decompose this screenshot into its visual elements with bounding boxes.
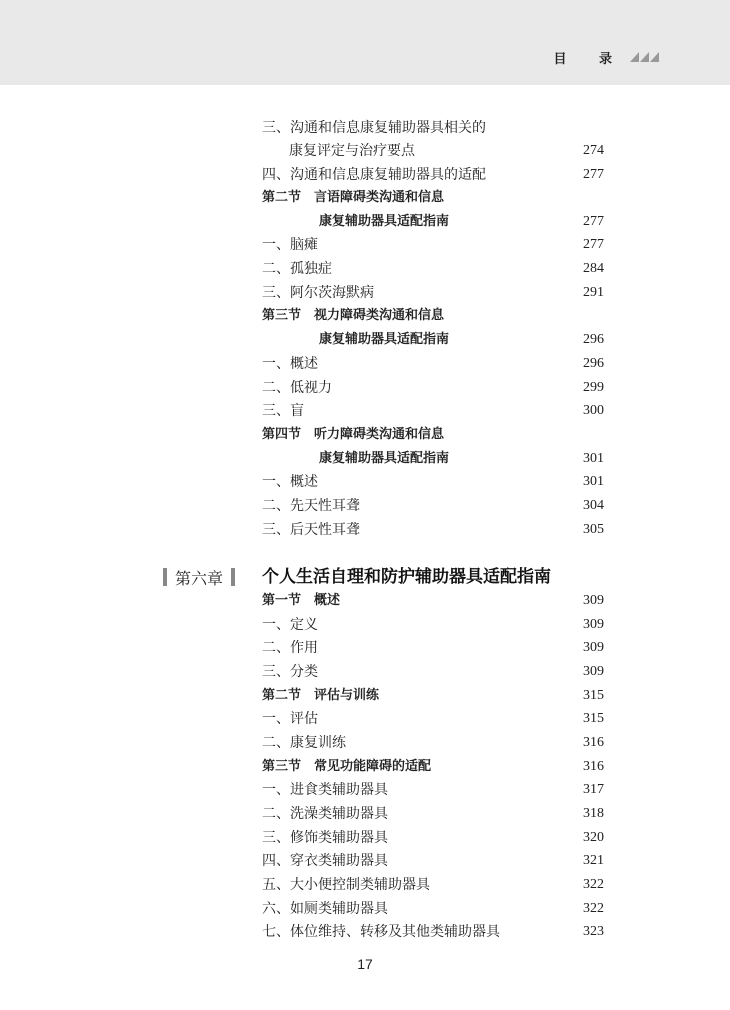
toc-entry-page: 284: [583, 261, 604, 276]
toc-entry-page: 291: [583, 285, 604, 300]
toc-entry: [262, 259, 604, 279]
toc-entry: [262, 425, 604, 445]
toc-entry: [262, 496, 604, 516]
toc-entry: [262, 804, 604, 824]
toc-entry-page: 274: [583, 143, 604, 158]
toc-entry-title: 三、盲: [262, 403, 304, 419]
toc-entry: [262, 757, 604, 777]
toc-entry-title: 五、大小便控制类辅助器具: [262, 877, 430, 893]
toc-entry: [262, 922, 604, 942]
toc-entry: [262, 686, 604, 706]
toc-entry-page: 309: [583, 664, 604, 679]
toc-entry-title: 第一节 概述: [262, 593, 341, 608]
toc-entry-title: 康复辅助器具适配指南: [319, 214, 450, 229]
toc-entry-title: 二、先天性耳聋: [262, 498, 360, 514]
toc-entry-page: 321: [583, 853, 604, 868]
header-triangles-icon: [630, 52, 659, 62]
chapter-label: [163, 566, 235, 588]
toc-entry: [262, 188, 604, 208]
toc-entry-page: 300: [583, 403, 604, 418]
toc-entry-title: 二、康复训练: [262, 735, 346, 751]
toc-entry-page: 301: [583, 474, 604, 489]
toc-entry-title: 四、穿衣类辅助器具: [262, 853, 388, 869]
toc-entry-title: 一、评估: [262, 711, 318, 727]
toc-entry-title: 三、修饰类辅助器具: [262, 830, 388, 846]
toc-entry: [262, 520, 604, 540]
toc-entry-title: 三、阿尔茨海默病: [262, 285, 374, 301]
toc-entry: [262, 662, 604, 682]
chapter-bar-right: [231, 568, 235, 586]
toc-entry: [262, 875, 604, 895]
toc-entry-page: 322: [583, 877, 604, 892]
chapter-title: 个人生活自理和防护辅助器具适配指南: [262, 567, 551, 587]
toc-entry: [262, 638, 604, 658]
toc-entry-page: 277: [583, 237, 604, 252]
toc-entry-title: 第三节 视力障碍类沟通和信息: [262, 308, 445, 323]
toc-entry-title: 一、概述: [262, 356, 318, 372]
toc-entry-title: 一、概述: [262, 474, 318, 490]
toc-entry-title: 康复辅助器具适配指南: [319, 451, 450, 466]
toc-entry: [262, 709, 604, 729]
toc-entry-page: 309: [583, 617, 604, 632]
toc-entry: [262, 851, 604, 871]
page-header: [0, 0, 730, 85]
toc-entry-page: 323: [583, 924, 604, 939]
toc-entry-page: 322: [583, 901, 604, 916]
toc-entry-title: 一、定义: [262, 617, 318, 633]
toc-entry: [319, 449, 604, 469]
toc-entry: [262, 733, 604, 753]
toc-entry-page: 277: [583, 214, 604, 229]
toc-entry: [262, 118, 604, 138]
chapter-label-text: 第六章: [175, 568, 224, 588]
toc-entry: [262, 591, 604, 611]
toc-entry-page: 309: [583, 593, 604, 608]
toc-entry-title: 二、低视力: [262, 380, 332, 396]
toc-entry-page: 309: [583, 640, 604, 655]
toc-entry-title: 一、进食类辅助器具: [262, 782, 388, 798]
toc-entry-page: 317: [583, 782, 604, 797]
toc-entry-title: 二、作用: [262, 640, 318, 656]
toc-entry: [262, 378, 604, 398]
toc-entry-title: 三、后天性耳聋: [262, 522, 360, 538]
toc-entry: [262, 235, 604, 255]
toc-entry: [262, 401, 604, 421]
toc-entry: [319, 212, 604, 232]
toc-entry-title: 六、如厕类辅助器具: [262, 901, 388, 917]
toc-entry-page: 296: [583, 356, 604, 371]
toc-entry-title: 三、分类: [262, 664, 318, 680]
toc-entry: [319, 330, 604, 350]
toc-entry: [262, 354, 604, 374]
toc-entry-page: 315: [583, 711, 604, 726]
toc-entry-title: 第四节 听力障碍类沟通和信息: [262, 427, 445, 442]
toc-entry: [262, 828, 604, 848]
toc-entry-page: 305: [583, 522, 604, 537]
toc-entry: [262, 165, 604, 185]
toc-entry-page: 296: [583, 332, 604, 347]
toc-entry-page: 304: [583, 498, 604, 513]
toc-entry-page: 316: [583, 735, 604, 750]
toc-entry-title: 二、洗澡类辅助器具: [262, 806, 388, 822]
toc-entry-title: 第二节 言语障碍类沟通和信息: [262, 190, 445, 205]
toc-entry: [289, 141, 604, 161]
toc-entry-title: 三、沟通和信息康复辅助器具相关的: [262, 120, 486, 136]
toc-entry: [262, 780, 604, 800]
toc-entry-title: 四、沟通和信息康复辅助器具的适配: [262, 167, 486, 183]
toc-entry-title: 七、体位维持、转移及其他类辅助器具: [262, 924, 500, 940]
toc-entry-page: 277: [583, 167, 604, 182]
toc-entry-page: 301: [583, 451, 604, 466]
toc-entry-title: 第二节 评估与训练: [262, 688, 380, 703]
toc-entry: [262, 306, 604, 326]
toc-entry-title: 一、脑瘫: [262, 237, 318, 253]
toc-entry: [262, 472, 604, 492]
toc-entry-title: 第三节 常见功能障碍的适配: [262, 759, 432, 774]
header-title: 目 录: [553, 52, 626, 67]
toc-entry: [262, 899, 604, 919]
toc-entry: [262, 615, 604, 635]
toc-entry-page: 320: [583, 830, 604, 845]
toc-entry-page: 299: [583, 380, 604, 395]
toc-entry-page: 316: [583, 759, 604, 774]
toc-entry-title: 二、孤独症: [262, 261, 332, 277]
toc-entry-page: 315: [583, 688, 604, 703]
toc-entry-title: 康复评定与治疗要点: [289, 143, 415, 159]
page-number: 17: [357, 956, 373, 972]
toc-entry-page: 318: [583, 806, 604, 821]
chapter-bar-left: [163, 568, 167, 586]
toc-entry-title: 康复辅助器具适配指南: [319, 332, 450, 347]
toc-entry: [262, 283, 604, 303]
